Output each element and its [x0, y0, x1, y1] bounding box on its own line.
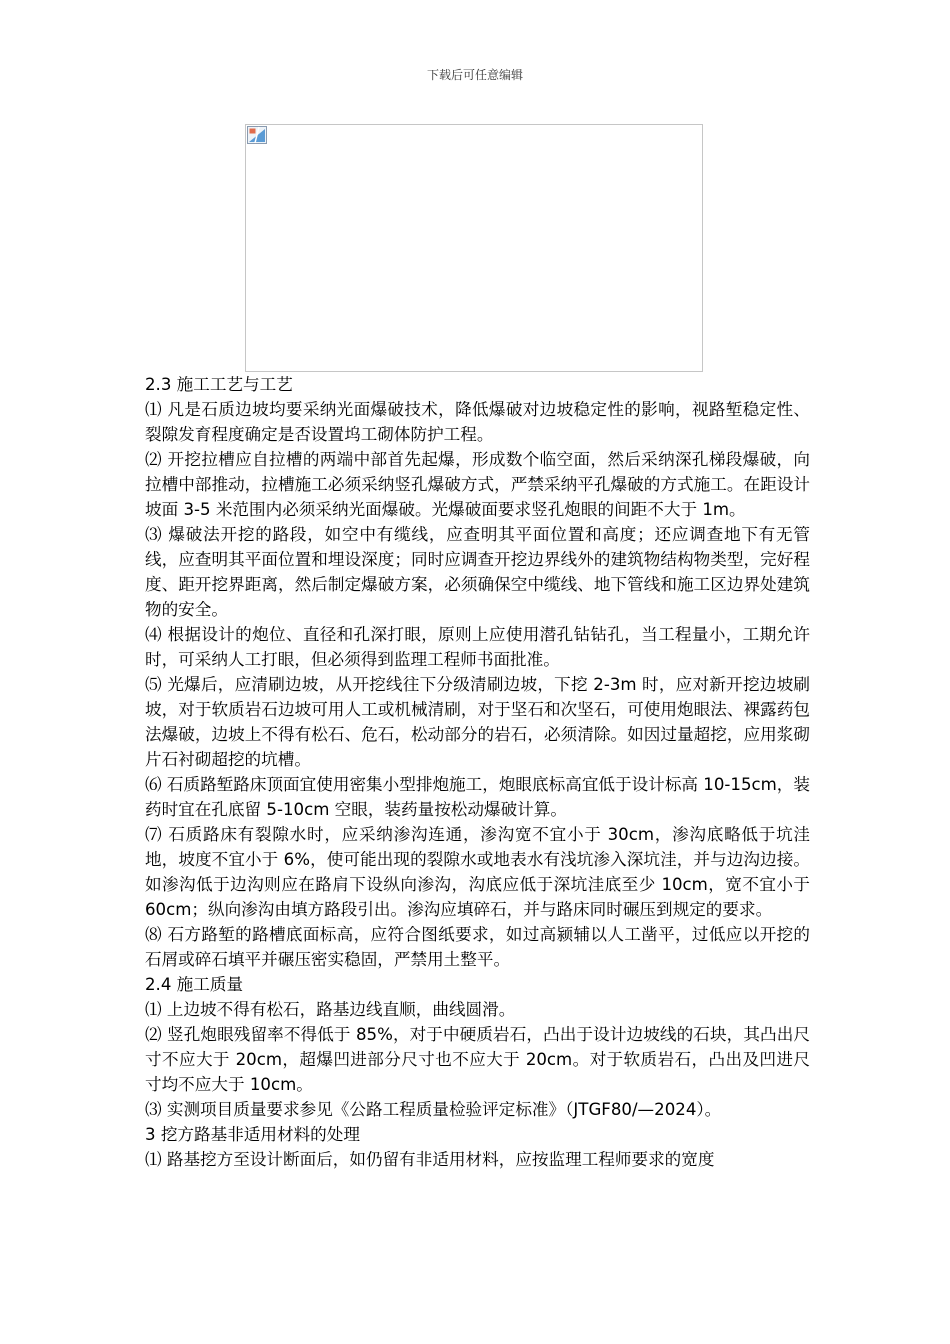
page-header: 下载后可任意编辑 [426, 68, 523, 82]
paragraph: ⑹ 石质路堑路床顶面宜使用密集小型排炮施工，炮眼底标高宜低于设计标高 10-15cm，装药时宜在孔底留 5-10cm 空眼，装药量按松动爆破计算。 [145, 775, 810, 819]
paragraph: ⑷ 根据设计的炮位、直径和孔深打眼，原则上应使用潜孔钻钻孔，当工程量小，工期允许时，可采纳人工打眼，但必须得到监理工程师书面批准。 [145, 625, 810, 669]
section-heading: 2.4 施工质量 [145, 975, 244, 994]
paragraph: ⑻ 石方路堑的路槽底面标高，应符合图纸要求，如过高颍辅以人工凿平，过低应以开挖的石屑或碎石填平并碾压密实稳固，严禁用土整平。 [145, 925, 810, 969]
paragraph: ⑺ 石质路床有裂隙水时，应采纳渗沟连通，渗沟宽不宜小于 30cm，渗沟底略低于坑洼地，坡度不宜小于 6%，使可能出现的裂隙水或地表水有浅坑渗入深坑洼，并与边沟边接。如渗沟低于边沟则应在路肩下设纵向渗沟，沟底应低于深坑洼底至少 10cm，宽不宜小于 60cm；纵向渗沟由填方路段引出。渗沟应填碎石，并与路床同时碾压到规定的要求。 [145, 825, 810, 919]
paragraph: ⑵ 竖孔炮眼残留率不得低于 85%，对于中硬质岩石，凸出于设计边坡线的石块，其凸出尺寸不应大于 20cm，超爆凹进部分尺寸也不应大于 20cm。对于软质岩石，凸出及凹进尺寸均不应大于 10cm。 [145, 1025, 810, 1094]
paragraph: ⑸ 光爆后，应清刷边坡，从开挖线往下分级清刷边坡，下挖 2-3m 时，应对新开挖边坡刷坡，对于软质岩石边坡可用人工或机械清刷，对于坚石和次坚石，可使用炮眼法、裸露药包法爆破，边坡上不得有松石、危石，松动部分的岩石，必须清除。如因过量超挖，应用浆砌片石衬砌超挖的坑槽。 [145, 675, 810, 769]
paragraph: ⑴ 路基挖方至设计断面后，如仍留有非适用材料，应按监理工程师要求的宽度 [145, 1150, 715, 1169]
document-body [145, 372, 810, 1172]
section-heading: 3 挖方路基非适用材料的处理 [145, 1125, 360, 1144]
broken-image-icon [247, 126, 267, 144]
paragraph: ⑶ 爆破法开挖的路段，如空中有缆线，应查明其平面位置和高度；还应调查地下有无管线，应查明其平面位置和埋设深度；同时应调查开挖边界线外的建筑物结构物类型，完好程度、距开挖界距离，然后制定爆破方案，必须确保空中缆线、地下管线和施工区边界处建筑物的安全。 [145, 525, 810, 619]
paragraph: ⑴ 上边坡不得有松石，路基边线直顺，曲线圆滑。 [145, 1000, 516, 1019]
image-placeholder [245, 124, 703, 372]
paragraph: ⑶ 实测项目质量要求参见《公路工程质量检验评定标准》（JTGF80/—2024）。 [145, 1100, 722, 1119]
section-heading: 2.3 施工工艺与工艺 [145, 375, 293, 394]
paragraph: ⑴ 凡是石质边坡均要采纳光面爆破技术，降低爆破对边坡稳定性的影响，视路堑稳定性、裂隙发育程度确定是否设置坞工砌体防护工程。 [145, 400, 810, 444]
paragraph: ⑵ 开挖拉槽应自拉槽的两端中部首先起爆，形成数个临空面，然后采纳深孔梯段爆破，向拉槽中部推动，拉槽施工必须采纳竖孔爆破方式，严禁采纳平孔爆破的方式施工。在距设计坡面 3-5 米范围内必须采纳光面爆破。光爆破面要求竖孔炮眼的间距不大于 1m。 [145, 450, 810, 519]
